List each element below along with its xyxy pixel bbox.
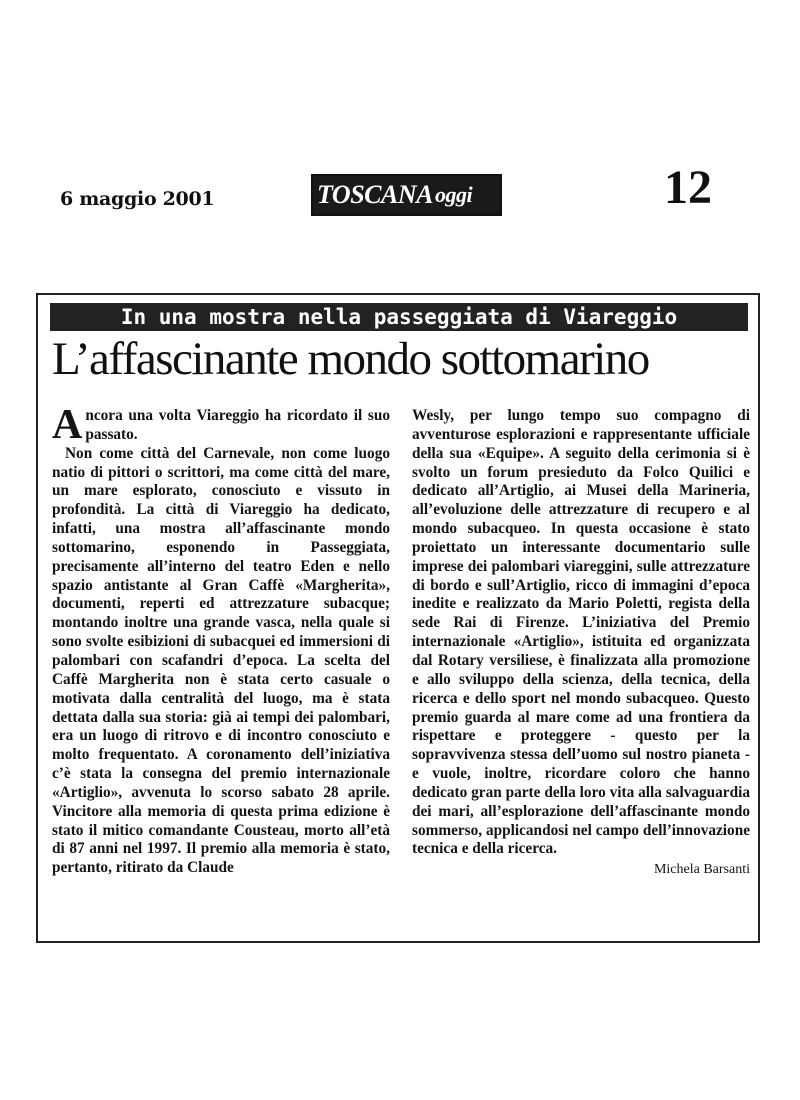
article-paragraph: Non come città del Carnevale, non come luogo natio di pittori o scrittori, ma come città del mare, un mare esplorato, conosciuto e vissuto in profondità. La città di Viareggio ha dedicato, infatti, una mostra all’affascinante mondo sottomarino, esponendo in Passeggiata, precisamente all’interno del teatro Eden e nello spazio antistante al Gran Caffè «Margherita», documenti, reperti ed attrezzature subacque; montando inoltre una grande vasca, nella quale si sono svolte esibizioni di subacquei ed immersioni di palombari con scafandri d’epoca. La scelta del Caffè Margherita non è stata certo casuale o motivata dalla centralità del luogo, ma è stata dettata dalla sua storia: già ai tempi dei palombari, era un luogo di ritrovo e di incontro conosciuto e molto frequentato. A coronamento dell’iniziativa c’è stata la consegna del premio internazionale «Artiglio», avvenuta lo scorso sabato 28 aprile. Vincitore alla memoria di questa prima edizione è stato il mitico comandante Cousteau, morto all’età di 87 anni nel 1997. Il premio alla memoria è stato, pertanto, ritirato da Claude xyxy=(52,444,390,877)
drop-cap: A xyxy=(52,402,83,448)
article-kicker: In una mostra nella passeggiata di Viareggio xyxy=(50,303,748,331)
logo-main-text: TOSCANA xyxy=(317,180,433,209)
author-byline: Michela Barsanti xyxy=(653,862,750,878)
logo-sub-text: oggi xyxy=(434,182,473,207)
article-box xyxy=(36,293,760,943)
publication-date: 6 maggio 2001 xyxy=(60,188,215,210)
article-column-left xyxy=(52,402,390,878)
paragraph-text: ncora una volta Viareggio ha ricordato il suo passato. xyxy=(85,407,390,443)
article-paragraph: Wesly, per lungo tempo suo compagno di avventurose esplorazioni e rappresentante ufficiale della sua «Equipe». A seguito della cerimonia si è svolto un forum presieduto da Folco Quilici e dedicato all’Artiglio, ai Musei della Marineria, all’evoluzione delle attrezzature di recupero e al mondo subacqueo. In questa occasione è stato proiettato un interessante documentario sulle imprese dei palombari viareggini, sulle attrezzature di bordo e sull’Artiglio, ricco di immagini d’epoca inedite e realizzato da Mario Poletti, regista della sede Rai di Firenze. L’iniziativa del Premio internazionale «Artiglio», istituita ed organizzata dal Rotary versiliese, è finalizzata alla promozione e allo sviluppo della scienza, della tecnica, della ricerca e dello sport nel mondo subacqueo. Questo premio guarda al mare come ad una frontiera da rispettare e proteggere - questo per la sopravvivenza stessa dell’uomo sul nostro pianeta - e vuole, inoltre, ricordare coloro che hanno dedicato gran parte della loro vita alla salvaguardia dei mari, all’esplorazione dell’affascinante mondo sommerso, applicandosi nel campo dell’innovazione tecnica e della ricerca. xyxy=(412,407,750,858)
article-headline: L’affascinante mondo sottomarino xyxy=(52,333,649,385)
page-number: 12 xyxy=(664,161,712,214)
newspaper-logo xyxy=(311,174,502,216)
article-column-right xyxy=(412,407,750,880)
article-paragraph xyxy=(52,402,390,448)
